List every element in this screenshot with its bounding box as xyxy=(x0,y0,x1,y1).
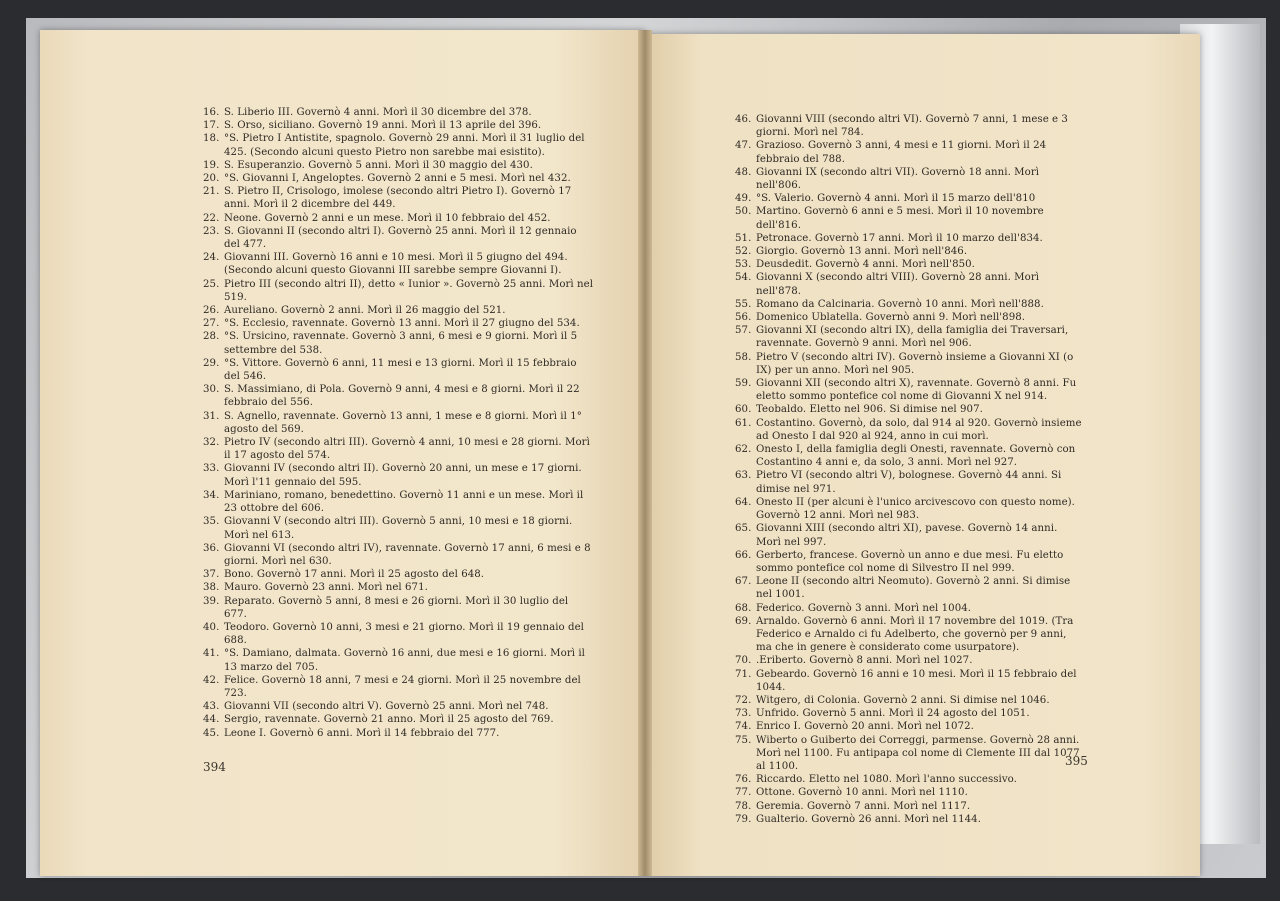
entry-text: Wiberto o Guiberto dei Correggi, parmense. Governò 28 anni. Morì nel 1100. Fu antipapa col nome di Clemente III dal 1077 al 1100. xyxy=(756,734,1080,772)
list-item xyxy=(735,615,1085,655)
entry-number: 44. xyxy=(203,714,220,726)
entry-number: 40. xyxy=(203,621,220,633)
entry-text: Arnaldo. Governò 6 anni. Morì il 17 novembre del 1019. (Tra Federico e Arnaldo ci fu Adelberto, che governò per 9 anni, ma che in genere è considerato come usurpatore). xyxy=(756,615,1074,654)
list-item xyxy=(203,172,593,185)
list-item xyxy=(203,357,593,383)
entry-number: 53. xyxy=(735,259,752,271)
entry-number: 27. xyxy=(203,318,220,330)
entry-text: S. Pietro II, Crisologo, imolese (secondo altri Pietro I). Governò 17 anni. Morì il 2 dicembre del 449. xyxy=(224,186,572,211)
entry-text: Pietro IV (secondo altri III). Governò 4 anni, 10 mesi e 28 giorni. Morì il 17 agosto del 574. xyxy=(224,437,590,462)
entry-text: Giovanni III. Governò 16 anni e 10 mesi. Morì il 5 giugno del 494. (Secondo alcuni questo Giovanni III sarebbe sempre Giovanni I). xyxy=(224,252,568,277)
entry-number: 36. xyxy=(203,542,220,554)
list-item xyxy=(203,462,593,488)
entry-number: 75. xyxy=(735,734,752,746)
left-page-number: 394 xyxy=(203,760,226,774)
list-item xyxy=(735,469,1085,495)
left-page-entry-list xyxy=(203,106,593,740)
list-item xyxy=(203,713,593,726)
list-item xyxy=(203,304,593,317)
list-item xyxy=(735,786,1085,799)
entry-text: Giovanni VII (secondo altri V). Governò 25 anni. Morì nel 748. xyxy=(224,701,549,713)
right-page-entry-list xyxy=(735,113,1085,826)
list-item xyxy=(203,251,593,277)
list-item xyxy=(203,225,593,251)
entry-text: Martino. Governò 6 anni e 5 mesi. Morì il 10 novembre dell'816. xyxy=(756,206,1044,231)
entry-number: 24. xyxy=(203,252,220,264)
entry-number: 37. xyxy=(203,569,220,581)
entry-number: 32. xyxy=(203,437,220,449)
entry-text: S. Giovanni II (secondo altri I). Governò 25 anni. Morì il 12 gennaio del 477. xyxy=(224,225,577,251)
entry-text: Onesto II (per alcuni è l'unico arcivescovo con questo nome). Governò 12 anni. Morì nel 983. xyxy=(756,496,1075,522)
entry-text: Leone I. Governò 6 anni. Morì il 14 febbraio del 777. xyxy=(224,727,500,739)
entry-text: °S. Pietro I Antistite, spagnolo. Governò 29 anni. Morì il 31 luglio del 425. (Secondo alcuni questo Pietro non sarebbe mai esistito). xyxy=(224,133,585,158)
list-item xyxy=(735,205,1085,231)
entry-text: °S. Ecclesio, ravennate. Governò 13 anni. Morì il 27 giugno del 534. xyxy=(224,318,580,330)
entry-text: S. Liberio III. Governò 4 anni. Morì il 30 dicembre del 378. xyxy=(224,107,532,118)
entry-number: 62. xyxy=(735,444,752,456)
entry-text: Neone. Governò 2 anni e un mese. Morì il 10 febbraio del 452. xyxy=(224,212,551,224)
entry-number: 29. xyxy=(203,357,220,369)
entry-number: 45. xyxy=(203,727,220,739)
entry-number: 72. xyxy=(735,694,752,706)
list-item xyxy=(203,674,593,700)
entry-number: 71. xyxy=(735,668,752,680)
list-item xyxy=(735,377,1085,403)
entry-text: Ottone. Governò 10 anni. Morì nel 1110. xyxy=(756,787,968,799)
list-item xyxy=(735,311,1085,324)
entry-number: 58. xyxy=(735,351,752,363)
list-item xyxy=(203,489,593,515)
entry-number: 43. xyxy=(203,701,220,713)
entry-number: 65. xyxy=(735,523,752,535)
entry-text: Giovanni XI (secondo altri IX), della famiglia dei Traversari, ravennate. Governò 9 anni. Morì nel 906. xyxy=(756,325,1069,350)
entry-text: Sergio, ravennate. Governò 21 anno. Morì il 25 agosto del 769. xyxy=(224,714,554,726)
entry-number: 64. xyxy=(735,496,752,508)
entry-number: 63. xyxy=(735,470,752,482)
entry-text: Deusdedit. Governò 4 anni. Morì nell'850. xyxy=(756,259,975,271)
list-item xyxy=(735,139,1085,165)
list-item xyxy=(203,383,593,409)
entry-text: Mariniano, romano, benedettino. Governò 11 anni e un mese. Morì il 23 ottobre del 606. xyxy=(224,489,584,515)
entry-text: .Eriberto. Governò 8 anni. Morì nel 1027. xyxy=(756,655,973,667)
entry-number: 17. xyxy=(203,120,220,132)
entry-number: 51. xyxy=(735,232,752,244)
list-item xyxy=(735,720,1085,733)
entry-text: Teobaldo. Eletto nel 906. Si dimise nel 907. xyxy=(756,404,983,416)
list-item xyxy=(735,602,1085,615)
entry-number: 67. xyxy=(735,576,752,588)
entry-text: Pietro V (secondo altri IV). Governò insieme a Giovanni XI (o IX) per un anno. Morì nel 905. xyxy=(756,351,1074,376)
entry-number: 74. xyxy=(735,721,752,733)
entry-text: Unfrido. Governò 5 anni. Morì il 24 agosto del 1051. xyxy=(756,708,1030,720)
entry-text: Mauro. Governò 23 anni. Morì nel 671. xyxy=(224,582,428,594)
entry-text: Gerberto, francese. Governò un anno e due mesi. Fu eletto sommo pontefice col nome di Silvestro II nel 999. xyxy=(756,549,1064,574)
list-item xyxy=(735,734,1085,774)
list-item xyxy=(735,166,1085,192)
list-item xyxy=(735,800,1085,813)
list-item xyxy=(735,245,1085,258)
list-item xyxy=(203,581,593,594)
entry-number: 20. xyxy=(203,173,220,185)
entry-text: Felice. Governò 18 anni, 7 mesi e 24 giorni. Morì il 25 novembre del 723. xyxy=(224,674,581,699)
entry-text: Geremia. Governò 7 anni. Morì nel 1117. xyxy=(756,800,971,812)
entry-number: 34. xyxy=(203,489,220,501)
entry-text: Giovanni VIII (secondo altri VI). Governò 7 anni, 1 mese e 3 giorni. Morì nel 784. xyxy=(756,114,1068,139)
list-item xyxy=(735,324,1085,350)
list-item xyxy=(203,278,593,304)
book-gutter xyxy=(638,30,652,876)
entry-text: Enrico I. Governò 20 anni. Morì nel 1072. xyxy=(756,721,974,733)
list-item xyxy=(203,621,593,647)
entry-text: Teodoro. Governò 10 anni, 3 mesi e 21 giorno. Morì il 19 gennaio del 688. xyxy=(224,621,584,647)
list-item xyxy=(735,575,1085,601)
entry-number: 28. xyxy=(203,331,220,343)
entry-text: Gualterio. Governò 26 anni. Morì nel 1144. xyxy=(756,813,981,825)
entry-text: Aureliano. Governò 2 anni. Morì il 26 maggio del 521. xyxy=(224,305,506,317)
list-item xyxy=(203,212,593,225)
entry-number: 19. xyxy=(203,159,220,171)
entry-number: 35. xyxy=(203,516,220,528)
entry-text: Petronace. Governò 17 anni. Morì il 10 marzo dell'834. xyxy=(756,232,1043,244)
entry-number: 68. xyxy=(735,602,752,614)
entry-text: Bono. Governò 17 anni. Morì il 25 agosto del 648. xyxy=(224,569,485,581)
entry-number: 16. xyxy=(203,107,220,118)
list-item xyxy=(203,132,593,158)
list-item xyxy=(203,119,593,132)
entry-number: 18. xyxy=(203,133,220,145)
list-item xyxy=(735,192,1085,205)
entry-number: 79. xyxy=(735,813,752,825)
entry-text: S. Massimiano, di Pola. Governò 9 anni, 4 mesi e 8 giorni. Morì il 22 febbraio del 556. xyxy=(224,384,580,409)
entry-text: Grazioso. Governò 3 anni, 4 mesi e 11 giorni. Morì il 24 febbraio del 788. xyxy=(756,140,1047,165)
list-item xyxy=(735,417,1085,443)
entry-text: Pietro III (secondo altri II), detto « Iunior ». Governò 25 anni. Morì nel 519. xyxy=(224,278,594,303)
entry-number: 48. xyxy=(735,166,752,178)
entry-number: 57. xyxy=(735,325,752,337)
entry-number: 78. xyxy=(735,800,752,812)
list-item xyxy=(203,647,593,673)
entry-number: 61. xyxy=(735,417,752,429)
entry-text: Giovanni XIII (secondo altri XI), pavese. Governò 14 anni. Morì nel 997. xyxy=(756,523,1058,548)
entry-text: S. Agnello, ravennate. Governò 13 anni, 1 mese e 8 giorni. Morì il 1° agosto del 569. xyxy=(224,410,582,435)
list-item xyxy=(735,707,1085,720)
list-item xyxy=(203,159,593,172)
list-item xyxy=(735,654,1085,667)
list-item xyxy=(203,515,593,541)
entry-text: Giovanni IX (secondo altri VII). Governò 18 anni. Morì nell'806. xyxy=(756,166,1040,192)
entry-number: 50. xyxy=(735,206,752,218)
list-item xyxy=(735,113,1085,139)
entry-number: 66. xyxy=(735,549,752,561)
entry-text: Costantino. Governò, da solo, dal 914 al 920. Governò insieme ad Onesto I dal 920 al 924, anno in cui morì. xyxy=(756,417,1082,442)
entry-text: °S. Vittore. Governò 6 anni, 11 mesi e 13 giorni. Morì il 15 febbraio del 546. xyxy=(224,357,577,383)
list-item xyxy=(735,443,1085,469)
entry-text: Gebeardo. Governò 16 anni e 10 mesi. Morì il 15 febbraio del 1044. xyxy=(756,668,1077,693)
entry-number: 39. xyxy=(203,595,220,607)
entry-number: 60. xyxy=(735,404,752,416)
entry-number: 55. xyxy=(735,298,752,310)
entry-number: 70. xyxy=(735,655,752,667)
entry-number: 52. xyxy=(735,246,752,258)
list-item xyxy=(203,542,593,568)
list-item xyxy=(203,410,593,436)
entry-number: 42. xyxy=(203,674,220,686)
entry-number: 73. xyxy=(735,708,752,720)
entry-text: S. Orso, siciliano. Governò 19 anni. Morì il 13 aprile del 396. xyxy=(224,120,542,132)
entry-text: °S. Giovanni I, Angeloptes. Governò 2 anni e 5 mesi. Morì nel 432. xyxy=(224,173,571,185)
right-page-number: 395 xyxy=(1065,754,1088,768)
entry-number: 38. xyxy=(203,582,220,594)
entry-number: 26. xyxy=(203,305,220,317)
list-item xyxy=(203,317,593,330)
entry-number: 25. xyxy=(203,278,220,290)
entry-number: 47. xyxy=(735,140,752,152)
entry-text: Reparato. Governò 5 anni, 8 mesi e 26 giorni. Morì il 30 luglio del 677. xyxy=(224,595,569,620)
list-item xyxy=(203,330,593,356)
entry-number: 54. xyxy=(735,272,752,284)
entry-number: 77. xyxy=(735,787,752,799)
list-item xyxy=(203,185,593,211)
entry-text: Riccardo. Eletto nel 1080. Morì l'anno successivo. xyxy=(756,774,1017,786)
list-item xyxy=(735,298,1085,311)
list-item xyxy=(735,351,1085,377)
entry-number: 41. xyxy=(203,648,220,660)
entry-text: °S. Damiano, dalmata. Governò 16 anni, due mesi e 16 giorni. Morì il 13 marzo del 705. xyxy=(224,648,585,673)
list-item xyxy=(203,595,593,621)
list-item xyxy=(735,813,1085,826)
list-item xyxy=(203,727,593,740)
entry-text: Giovanni IV (secondo altri II). Governò 20 anni, un mese e 17 giorni. Morì l'11 gennaio del 595. xyxy=(224,463,582,488)
entry-number: 59. xyxy=(735,378,752,390)
list-item xyxy=(735,773,1085,786)
entry-text: Giovanni XII (secondo altri X), ravennate. Governò 8 anni. Fu eletto sommo pontefice col nome di Giovanni X nel 914. xyxy=(756,378,1077,403)
list-item xyxy=(735,232,1085,245)
list-item xyxy=(203,700,593,713)
entry-text: S. Esuperanzio. Governò 5 anni. Morì il 30 maggio del 430. xyxy=(224,159,533,171)
list-item xyxy=(735,258,1085,271)
entry-text: Witgero, di Colonia. Governò 2 anni. Si dimise nel 1046. xyxy=(756,694,1050,706)
entry-number: 76. xyxy=(735,774,752,786)
entry-text: Onesto I, della famiglia degli Onesti, ravennate. Governò con Costantino 4 anni e, da solo, 3 anni. Morì nel 927. xyxy=(756,444,1076,469)
list-item xyxy=(203,106,593,119)
entry-number: 46. xyxy=(735,114,752,125)
entry-text: Federico. Governò 3 anni. Morì nel 1004. xyxy=(756,602,972,614)
entry-number: 69. xyxy=(735,615,752,627)
list-item xyxy=(735,522,1085,548)
entry-text: Giovanni V (secondo altri III). Governò 5 anni, 10 mesi e 18 giorni. Morì nel 613. xyxy=(224,516,573,541)
entry-text: Leone II (secondo altri Neomuto). Governò 2 anni. Si dimise nel 1001. xyxy=(756,576,1071,601)
entry-number: 31. xyxy=(203,410,220,422)
entry-text: Pietro VI (secondo altri V), bolognese. Governò 44 anni. Si dimise nel 971. xyxy=(756,470,1062,495)
entry-text: Romano da Calcinaria. Governò 10 anni. Morì nell'888. xyxy=(756,298,1044,310)
entry-text: Domenico Ublatella. Governò anni 9. Morì nell'898. xyxy=(756,312,1026,324)
entry-text: °S. Valerio. Governò 4 anni. Morì il 15 marzo dell'810 xyxy=(756,193,1036,205)
entry-number: 49. xyxy=(735,193,752,205)
list-item xyxy=(735,271,1085,297)
entry-number: 33. xyxy=(203,463,220,475)
list-item xyxy=(735,668,1085,694)
list-item xyxy=(735,549,1085,575)
entry-text: Giorgio. Governò 13 anni. Morì nell'846. xyxy=(756,246,968,258)
entry-number: 21. xyxy=(203,186,220,198)
entry-number: 23. xyxy=(203,225,220,237)
entry-number: 30. xyxy=(203,384,220,396)
list-item xyxy=(735,694,1085,707)
list-item xyxy=(735,496,1085,522)
list-item xyxy=(735,403,1085,416)
entry-text: Giovanni X (secondo altri VIII). Governò 28 anni. Morì nell'878. xyxy=(756,272,1040,297)
entry-text: Giovanni VI (secondo altri IV), ravennate. Governò 17 anni, 6 mesi e 8 giorni. Morì nel 630. xyxy=(224,542,591,567)
list-item xyxy=(203,436,593,462)
list-item xyxy=(203,568,593,581)
entry-number: 22. xyxy=(203,212,220,224)
entry-number: 56. xyxy=(735,312,752,324)
entry-text: °S. Ursicino, ravennate. Governò 3 anni, 6 mesi e 9 giorni. Morì il 5 settembre del 538. xyxy=(224,331,578,356)
